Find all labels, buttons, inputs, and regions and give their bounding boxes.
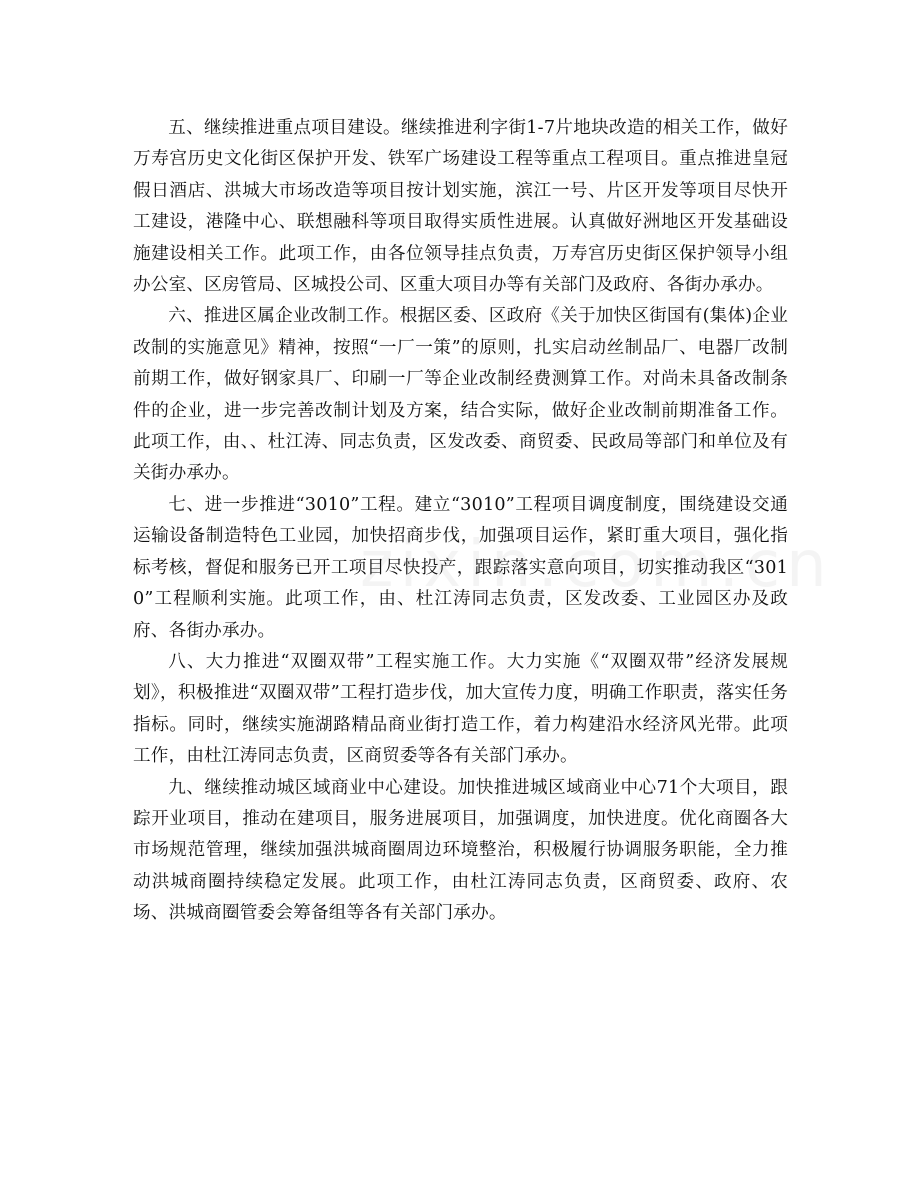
paragraph-8: 八、大力推进“双圈双带”工程实施工作。大力实施《“双圈双带”经济发展规划》，积极推进“双圈双带”工程打造步伐，加大宣传力度，明确工作职责，落实任务指标。同时，继续实施湖路精品商业街打造工作，着力构建沿水经济风光带。此项工作，由杜江涛同志负责，区商贸委等各有关部门承办。 [133, 651, 788, 767]
paragraph-7: 七、进一步推进“3010”工程。建立“3010”工程项目调度制度，围绕建设交通运输设备制造特色工业园，加快招商步伐，加强项目运作，紧盯重大项目，强化指标考核，督促和服务已开工项目尽快投产，跟踪落实意向项目，切实推动我区“3010”工程顺利实施。此项工作，由、杜江涛同志负责，区发改委、工业园区办及政府、各街办承办。 [133, 494, 788, 641]
document-body [133, 113, 788, 930]
paragraph-9: 九、继续推动城区域商业中心建设。加快推进城区域商业中心71个大项目，跟踪开业项目，推动在建项目，服务进展项目，加强调度，加快进度。优化商圈各大市场规范管理，继续加强洪城商圈周边环境整治，积极履行协调服务职能，全力推动洪城商圈持续稳定发展。此项工作，由杜江涛同志负责，区商贸委、政府、农场、洪城商圈管委会筹备组等各有关部门承办。 [133, 777, 788, 924]
paragraph-6: 六、推进区属企业改制工作。根据区委、区政府《关于加快区街国有(集体)企业改制的实施意见》精神，按照“一厂一策”的原则，扎实启动丝制品厂、电器厂改制前期工作，做好钢家具厂、印刷一厂等企业改制经费测算工作。对尚未具备改制条件的企业，进一步完善改制计划及方案，结合实际，做好企业改制前期准备工作。此项工作，由、、杜江涛、同志负责，区发改委、商贸委、民政局等部门和单位及有关街办承办。 [133, 306, 788, 484]
paragraph-5: 五、继续推进重点项目建设。继续推进利字街1-7片地块改造的相关工作，做好万寿宫历史文化街区保护开发、铁军广场建设工程等重点工程项目。重点推进皇冠假日酒店、洪城大市场改造等项目按计划实施，滨江一号、片区开发等项目尽快开工建设，港隆中心、联想融科等项目取得实质性进展。认真做好洲地区开发基础设施建设相关工作。此项工作，由各位领导挂点负责，万寿宫历史街区保护领导小组办公室、区房管局、区城投公司、区重大项目办等有关部门及政府、各街办承办。 [133, 118, 788, 296]
